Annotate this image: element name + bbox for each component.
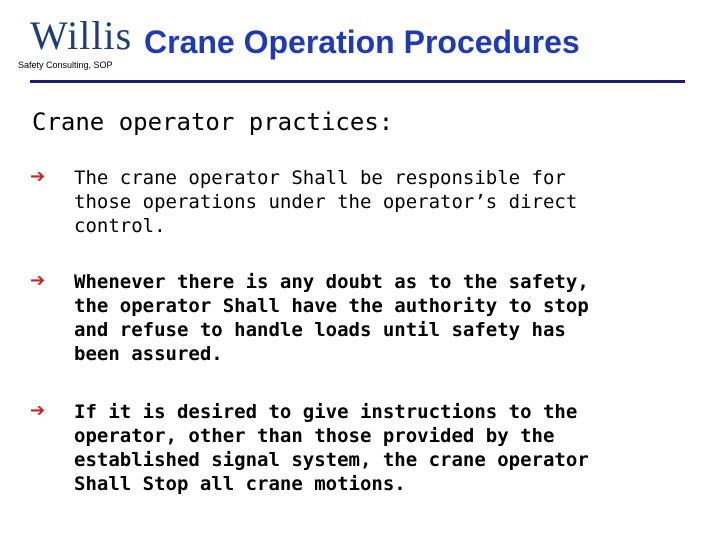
section-heading: Crane operator practices: bbox=[32, 108, 394, 136]
practice-item-3: If it is desired to give instructions to the operator, other than those provided by the established signal system, the crane operator Shall Stop all crane motions. bbox=[74, 401, 589, 495]
page-title: Crane Operation Procedures bbox=[144, 24, 580, 60]
arrow-bullet-icon: ➔ bbox=[30, 270, 46, 291]
title-divider bbox=[30, 80, 685, 83]
practice-item-1: The crane operator Shall be responsible for those operations under the operator’s direct control. bbox=[74, 167, 578, 237]
practice-item-2: Whenever there is any doubt as to the safety, the operator Shall have the authority to stop and refuse to handle loads until safety has been assured. bbox=[74, 271, 589, 365]
logo-subtitle: Safety Consulting, SOP bbox=[18, 60, 113, 70]
arrow-bullet-icon: ➔ bbox=[30, 400, 46, 421]
company-logo: Willis bbox=[30, 13, 133, 58]
arrow-bullet-icon: ➔ bbox=[30, 166, 46, 187]
